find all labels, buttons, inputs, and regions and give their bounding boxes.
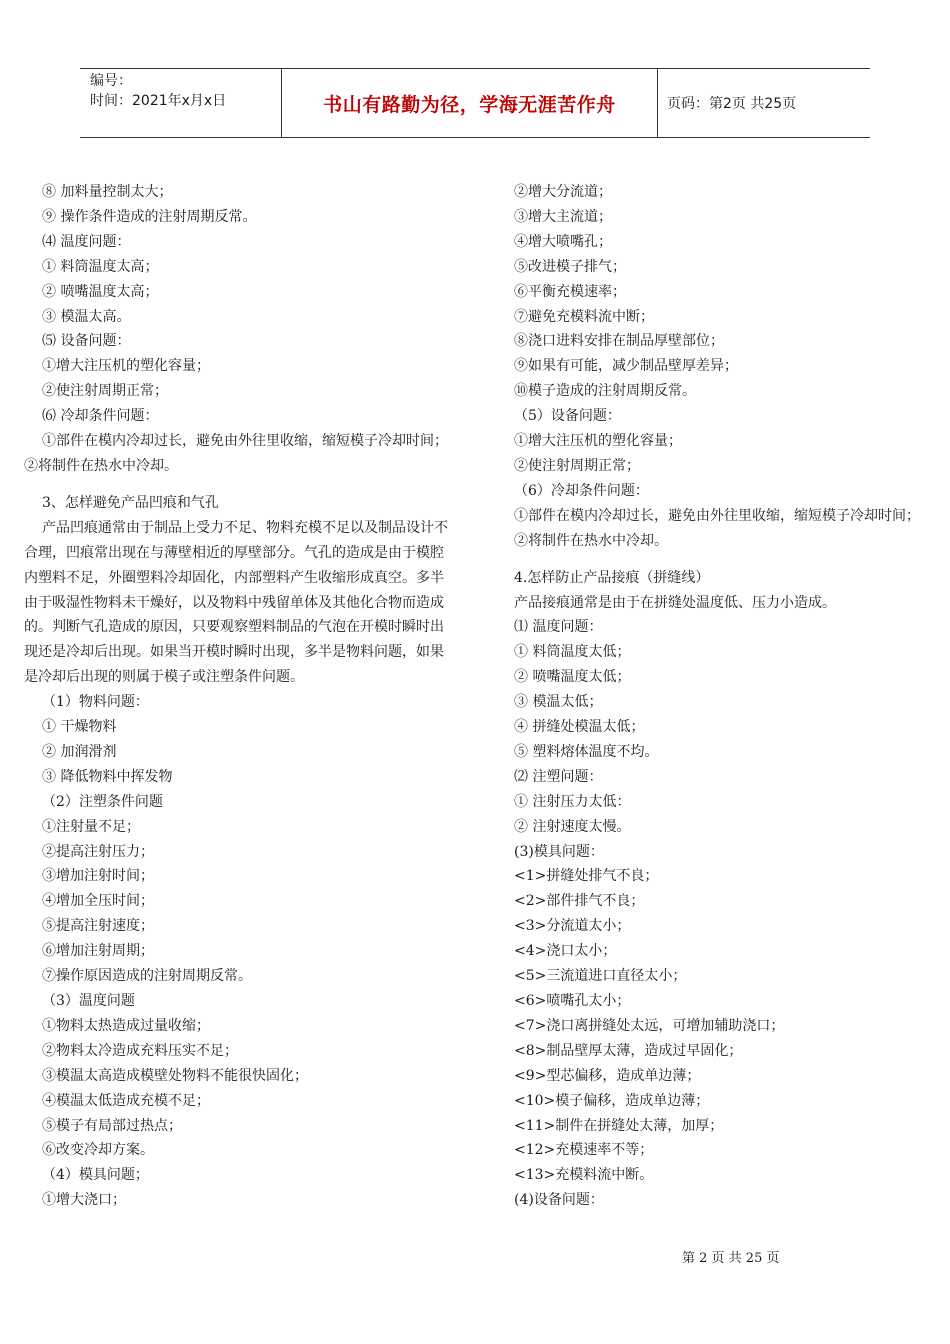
text-line: ⑸ 设备问题： [42, 333, 131, 350]
text-line: ②提高注射压力； [42, 843, 154, 860]
text-line: ⑵ 注塑问题： [514, 768, 603, 785]
text-line: <1>拼缝处排气不良； [514, 868, 659, 885]
text-line: 4.怎样防止产品接痕（拼缝线） [514, 569, 710, 586]
text-line: ①增大浇口； [42, 1192, 126, 1209]
text-line: 3、怎样避免产品凹痕和气孔 [42, 494, 219, 511]
text-line: ① 料筒温度太高； [42, 258, 159, 275]
text-line: ⑦避免充模料流中断； [514, 308, 654, 325]
text-line: ⑤模子有局部过热点； [42, 1117, 182, 1134]
text-line: ⑨ 操作条件造成的注射周期反常。 [42, 208, 257, 225]
text-line: ④增加全压时间； [42, 893, 154, 910]
header-meta-cell [80, 69, 281, 137]
text-line: ② 注射速度太慢。 [514, 818, 631, 835]
text-line: ① 注射压力太低： [514, 793, 631, 810]
text-line: （5）设备问题： [514, 408, 621, 425]
text-line: ② 加润滑剂 [42, 743, 117, 760]
motto: 书山有路勤为径，学海无涯苦作舟 [323, 93, 616, 116]
text-line: ③增加注射时间； [42, 868, 154, 885]
text-line: ③增大主流道； [514, 208, 612, 225]
text-line: （6）冷却条件问题： [514, 482, 649, 499]
text-line: ⑤改进模子排气； [514, 258, 626, 275]
text-line: ⑤ 塑料熔体温度不均。 [514, 743, 659, 760]
text-line: ⑴ 温度问题： [514, 619, 603, 636]
text-line: <13>充模料流中断。 [514, 1167, 654, 1184]
text-line: ① 料筒温度太低； [514, 644, 631, 661]
text-line: <11>制件在拼缝处太薄，加厚； [514, 1117, 724, 1134]
text-line: （1）物料问题： [42, 694, 149, 711]
text-line: <5>三流道进口直径太小； [514, 968, 687, 985]
text-line: ⑩模子造成的注射周期反常。 [514, 383, 696, 400]
text-line: ③模温太高造成模壁处物料不能很快固化； [42, 1067, 308, 1084]
text-line: ②增大分流道； [514, 184, 612, 200]
text-line: <8>制品壁厚太薄，造成过早固化； [514, 1042, 743, 1059]
right-column [492, 180, 920, 1213]
text-line: <9>型芯偏移，造成单边薄； [514, 1067, 701, 1084]
text-line: (4)设备问题： [514, 1192, 604, 1209]
paragraph-gap [24, 479, 452, 491]
text-line: （4）模具问题； [42, 1167, 149, 1184]
text-line: <4>浇口太小； [514, 943, 617, 960]
text-line: ⑦操作原因造成的注射周期反常。 [42, 968, 252, 985]
time-label: 时间：2021年x月x日 [90, 93, 227, 109]
header-motto-cell [281, 69, 658, 137]
text-line: ①部件在模内冷却过长，避免由外往里收缩，缩短模子冷却时间； [514, 507, 920, 524]
text-line: <2>部件排气不良； [514, 893, 645, 910]
text-line: ⑧ 加料量控制太大； [42, 184, 173, 200]
text-line: (3)模具问题： [514, 843, 604, 860]
text-line: <10>模子偏移，造成单边薄； [514, 1092, 710, 1109]
text-line: ④ 拼缝处模温太低； [514, 719, 645, 736]
text-line: ③ 模温太低； [514, 694, 603, 711]
text-line: ②使注射周期正常； [514, 457, 640, 474]
text-line: ①注射量不足； [42, 818, 140, 835]
text-line: ②将制件在热水中冷却。 [514, 532, 668, 549]
text-line: ②使注射周期正常； [42, 383, 168, 400]
text-line: <3>分流道太小； [514, 918, 631, 935]
text-line: ②物料太冷造成充料压实不足； [42, 1042, 238, 1059]
text-line: ⑥增加注射周期； [42, 943, 154, 960]
page-label: 页码：第2页 共25页 [667, 96, 797, 112]
left-column [24, 180, 452, 1213]
text-line: ① 干燥物料 [42, 719, 117, 736]
text-line: ② 喷嘴温度太高； [42, 283, 159, 300]
text-line: ①部件在模内冷却过长，避免由外往里收缩，缩短模子冷却时间；②将制件在热水中冷却。 [24, 433, 448, 474]
text-line: ①物料太热造成过量收缩； [42, 1017, 210, 1034]
text-line: ④模温太低造成充模不足； [42, 1092, 210, 1109]
number-label: 编号： [90, 73, 132, 89]
text-line: ③ 模温太高。 [42, 308, 131, 325]
text-line: （2）注塑条件问题 [42, 793, 163, 810]
document-header [80, 68, 870, 138]
text-line: （3）温度问题 [42, 993, 135, 1009]
text-line: ④增大喷嘴孔； [514, 233, 612, 250]
page-footer: 第 2 页 共 25 页 [682, 1251, 780, 1266]
text-line: ② 喷嘴温度太低； [514, 669, 631, 686]
text-line: ①增大注压机的塑化容量； [514, 433, 682, 450]
text-line: ⑨如果有可能，减少制品壁厚差异； [514, 358, 738, 375]
text-line: ⑹ 冷却条件问题： [42, 408, 159, 425]
text-line: 产品接痕通常是由于在拼缝处温度低、压力小造成。 [514, 594, 836, 611]
text-line: <12>充模速率不等； [514, 1142, 654, 1159]
text-line: ③ 降低物料中挥发物 [42, 768, 173, 785]
text-line: 产品凹痕通常由于制品上受力不足、物料充模不足以及制品设计不合理，凹痕常出现在与薄壁相近的厚壁部分。气孔的造成是由于模腔内塑料不足，外圈塑料冷却固化，内部塑料产生收缩形成真空。多半由于吸湿性物料未干燥好，以及物料中残留单体及其他化合物而造成的。判断气孔造成的原因，只要观察塑料制品的气泡在开模时瞬时出现还是冷却后出现。如果当开模时瞬时出现，多半是物料问题，如果是冷却后出现的则属于模子或注塑条件问题。 [24, 519, 448, 686]
text-line: ①增大注压机的塑化容量； [42, 358, 210, 375]
text-line: ⑷ 温度问题： [42, 233, 131, 250]
header-page-cell [658, 69, 870, 137]
text-line: ⑥改变冷却方案。 [42, 1142, 154, 1159]
text-line: <6>喷嘴孔太小； [514, 993, 631, 1009]
text-line: ⑧浇口进料安排在制品厚壁部位； [514, 333, 724, 350]
text-line: ⑤提高注射速度； [42, 918, 154, 935]
text-line: ⑥平衡充模速率； [514, 283, 626, 300]
text-line: <7>浇口离拼缝处太远，可增加辅助浇口； [514, 1017, 785, 1034]
paragraph-gap [492, 554, 920, 566]
